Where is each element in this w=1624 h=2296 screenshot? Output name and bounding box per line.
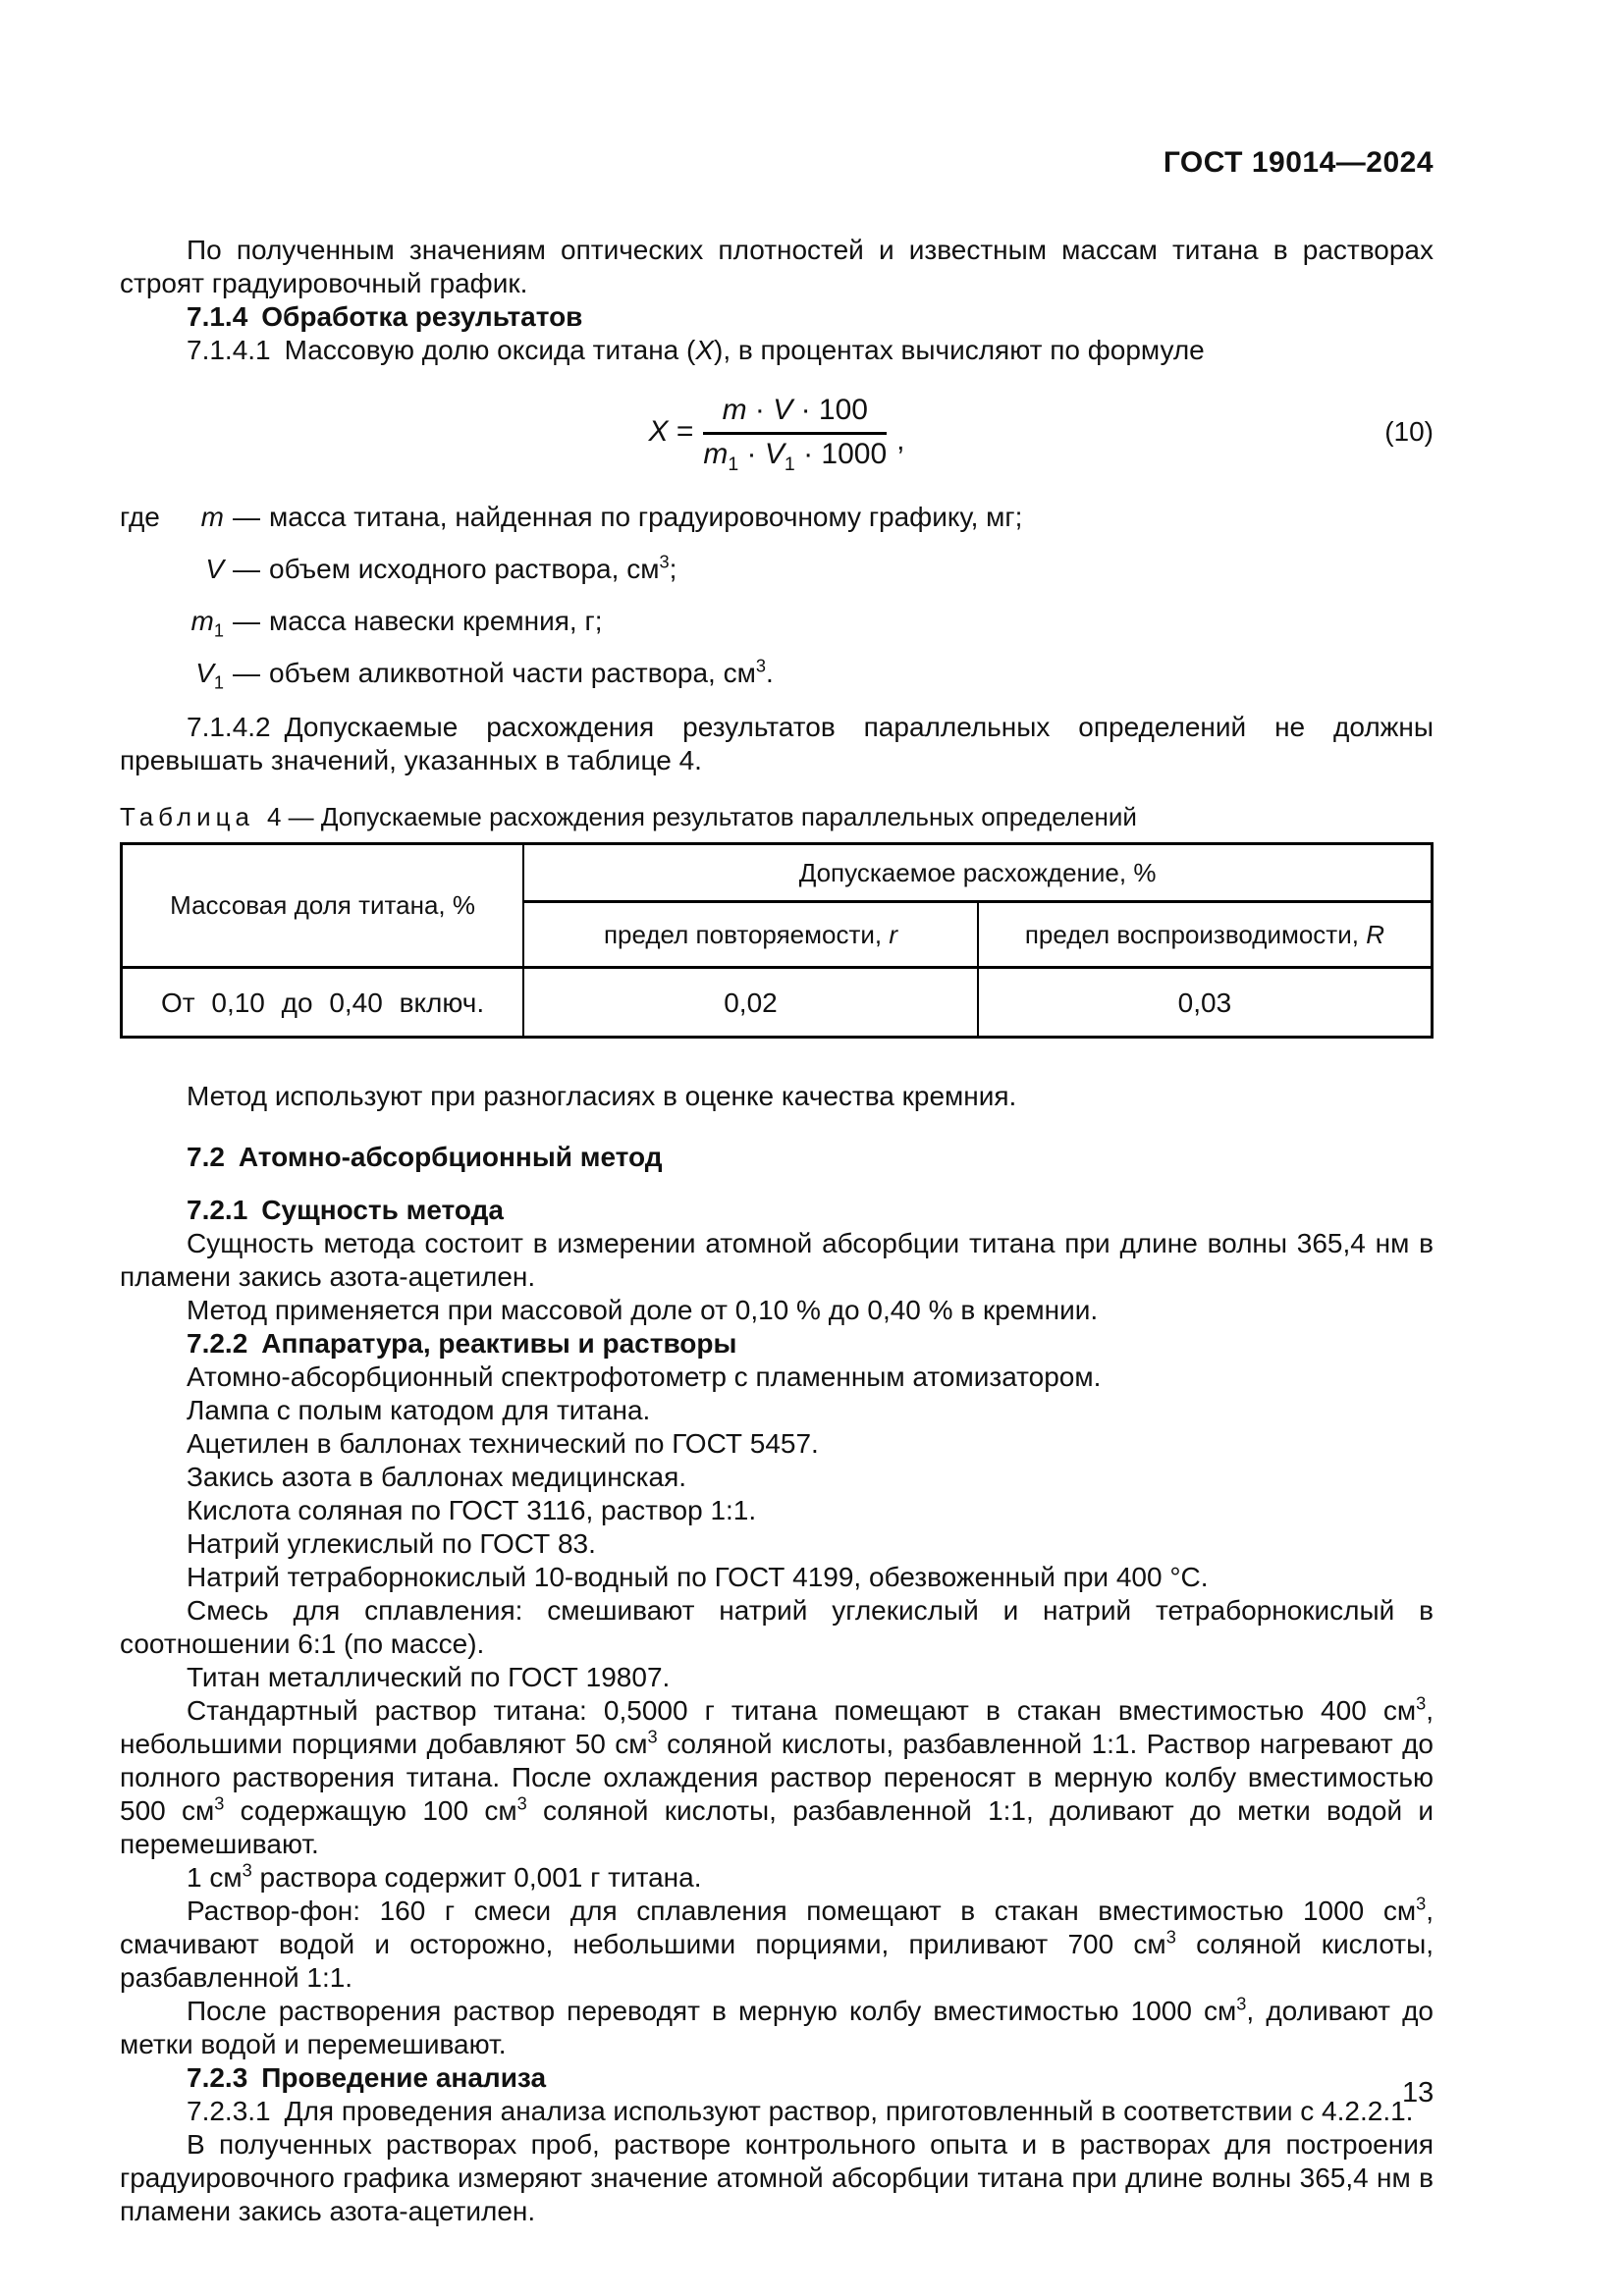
where-row	[120, 647, 1434, 699]
fraction-denominator: $m_1 \cdot V_1 \cdot 1000$	[703, 437, 888, 475]
where-dash: —	[233, 657, 260, 688]
paragraph-7-2-1-essence: Сущность метода состоит в измерении атомной абсорбции титана при длине волны 365,4 нм в пламени закись азота-ацетилен.	[120, 1228, 1434, 1292]
paragraph-7-1-4-2: 7.1.4.2 Допускаемые расхождения результатов параллельных определений не должны превышать значений, указанных в таблице 4.	[120, 712, 1434, 775]
where-description: объем исходного раствора, $см^3$;	[269, 552, 677, 584]
table-cell-range: От 0,10 до 0,40 включ.	[122, 968, 524, 1038]
reagent-item: Закись азота в баллонах медицинская.	[187, 1462, 687, 1492]
where-term: m	[200, 501, 224, 532]
heading-7-1-4: 7.1.4 Обработка результатов	[187, 301, 583, 332]
table-cell-r-value: 0,02	[523, 968, 978, 1038]
table-cell-R-value: 0,03	[978, 968, 1433, 1038]
heading-7-2-3: 7.2.3 Проведение анализа	[187, 2062, 547, 2093]
fraction-numerator: m · V · 100	[703, 394, 887, 435]
paragraph-intro: По полученным значениям оптических плотностей и известным массам титана в растворах строят градуировочный график.	[120, 235, 1434, 298]
formula-expression	[648, 393, 905, 475]
reagent-item: Ацетилен в баллонах технический по ГОСТ 5457.	[187, 1428, 819, 1459]
paragraph-7-2-1-range: Метод применяется при массовой доле от 0,10 % до 0,40 % в кремнии.	[187, 1295, 1099, 1325]
paragraph-method-use: Метод используют при разногласиях в оценке качества кремния.	[187, 1081, 1017, 1111]
where-row	[120, 491, 1434, 543]
formula-lhs: X =	[648, 415, 694, 448]
reagent-item: Раствор-фон: 160 г смеси для сплавления помещают в стакан вместимостью 1000 $см^3$, смачивают водой и осторожно, небольшими порциями, приливают 700 $см^3$ соляной кислоты, разбавленной 1:1.	[120, 1894, 1434, 1993]
reagent-item: Натрий углекислый по ГОСТ 83.	[187, 1528, 596, 1559]
paragraph-7-2-3-measure: В полученных растворах проб, растворе контрольного опыта и в растворах для построения градуировочного графика измеряют значение атомной абсорбции титана при длине волны 365,4 нм в пламени закись азота-ацетилен.	[120, 2129, 1434, 2226]
page-content	[120, 145, 1434, 2228]
where-description: масса навески кремния, г;	[269, 605, 603, 636]
where-dash: —	[233, 553, 260, 584]
heading-7-2-2: 7.2.2 Аппаратура, реактивы и растворы	[187, 1328, 737, 1359]
fraction	[703, 393, 888, 475]
where-dash: —	[233, 501, 260, 532]
reagent-item: Натрий тетраборнокислый 10-водный по ГОСТ 4199, обезвоженный при 400 °С.	[187, 1562, 1209, 1592]
formula-10	[120, 389, 1434, 475]
page-number: 13	[1402, 2077, 1435, 2109]
table-4	[120, 842, 1434, 1039]
reagent-item: Титан металлический по ГОСТ 19807.	[187, 1662, 671, 1692]
where-row	[120, 543, 1434, 595]
heading-7-2-1: 7.2.1 Сущность метода	[187, 1195, 504, 1225]
paragraph-7-2-3-1: 7.2.3.1 Для проведения анализа используют раствор, приготовленный в соответствии с 4.2.2.1.	[187, 2096, 1414, 2126]
table-col1-header: Массовая доля титана, %	[122, 844, 524, 968]
where-term: V	[205, 553, 224, 584]
where-row	[120, 595, 1434, 647]
reagent-item: 1 $см^3$ раствора содержит 0,001 г титана.	[187, 1860, 702, 1893]
table-row	[122, 968, 1433, 1038]
reagent-item: Атомно-абсорбционный спектрофотометр с пламенным атомизатором.	[187, 1362, 1102, 1392]
doc-code: ГОСТ 19014—2024	[1163, 146, 1434, 179]
table-subheader-R: предел воспроизводимости, R	[978, 902, 1433, 968]
where-dash: —	[233, 605, 260, 636]
where-list	[120, 491, 1434, 699]
where-term: $m_1$	[190, 605, 224, 641]
table-4-caption	[120, 801, 1434, 832]
table-caption-word: Таблица	[120, 802, 254, 831]
equation-number: (10)	[1384, 416, 1434, 447]
where-description: объем аликвотной части раствора, $см^3$.	[269, 656, 774, 688]
formula-comma: ,	[896, 423, 905, 456]
where-prefix: где	[120, 501, 160, 532]
reagent-item: Лампа с полым катодом для титана.	[187, 1395, 651, 1425]
where-description: масса титана, найденная по градуировочному графику, мг;	[269, 501, 1023, 532]
reagent-item: После растворения раствор переводят в мерную колбу вместимостью 1000 $см^3$, доливают до метки водой и перемешивают.	[120, 1994, 1434, 2059]
heading-7-2: 7.2 Атомно-абсорбционный метод	[187, 1142, 663, 1172]
reagent-item: Смесь для сплавления: смешивают натрий углекислый и натрий тетраборнокислый в соотношении 6:1 (по массе).	[120, 1595, 1434, 1659]
where-term: $V_1$	[195, 657, 224, 693]
paragraph-7-1-4-1: 7.1.4.1 Массовую долю оксида титана (X), в процентах вычисляют по формуле	[187, 335, 1205, 365]
reagent-item: Стандартный раствор титана: 0,5000 г титана помещают в стакан вместимостью 400 $см^3$, небольшими порциями добавляют 50 $см^3$ соляной кислоты, разбавленной 1:1. Раствор нагревают до полного растворения титана. После охлаждения раствор переносят в мерную колбу вместимостью 500 $см^3$ содержащую 100 $см^3$ соляной кислоты, разбавленной 1:1, доливают до метки водой и перемешивают.	[120, 1693, 1434, 1859]
reagent-item: Кислота соляная по ГОСТ 3116, раствор 1:1.	[187, 1495, 757, 1525]
table-caption-text: 4 — Допускаемые расхождения результатов параллельных определений	[253, 802, 1137, 831]
table-subheader-r: предел повторяемости, r	[523, 902, 978, 968]
table-span-header: Допускаемое расхождение, %	[523, 844, 1432, 902]
